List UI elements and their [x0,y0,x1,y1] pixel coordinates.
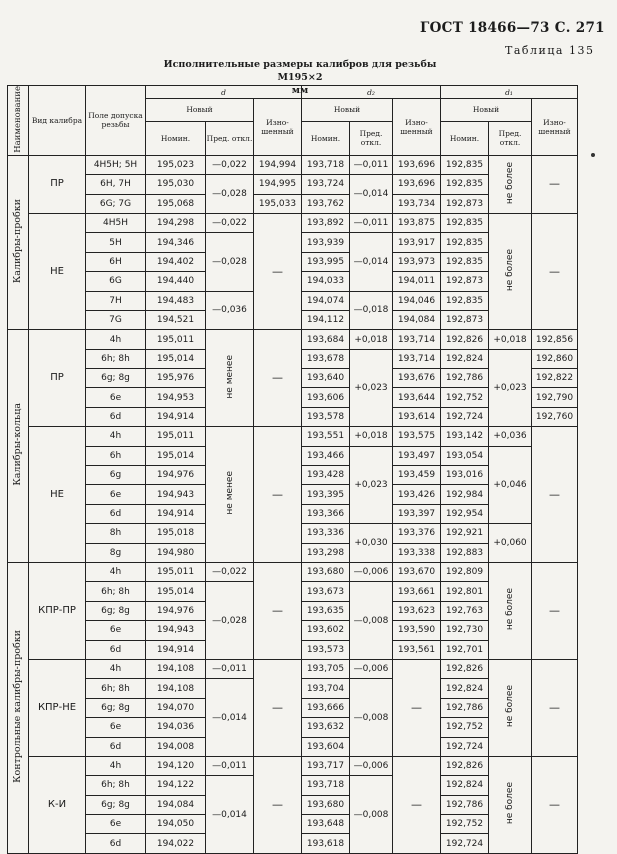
tolerance-cell: 6g; 8g [86,601,146,620]
d-nom-cell: 194,914 [146,407,206,426]
section-label: Калибры-кольца [12,403,23,486]
d1-nom-cell: 192,873 [441,310,489,329]
d-new-header: Новый [146,99,254,122]
tolerance-cell: 6d [86,504,146,523]
d1-nom-cell: 193,016 [441,466,489,485]
d2-worn-cell: 193,661 [393,582,441,601]
document-standard-header: ГОСТ 18466—73 С. 271 [420,20,605,36]
d-worn-cell: 194,994 [254,155,302,174]
col-tolerance-header: Поле допуска резьбы [86,86,146,156]
d2-nom-cell: 194,074 [302,291,350,310]
tolerance-cell: 8h [86,524,146,543]
d-worn-cell: — [254,330,302,427]
d2-dev-cell: —0,006 [350,756,393,775]
d-nom-cell: 195,068 [146,194,206,213]
tolerance-cell: 4H5H [86,213,146,232]
d2-worn-cell: 193,561 [393,640,441,659]
d1-worn-cell: 192,760 [532,407,578,426]
d2-worn-cell: 193,973 [393,252,441,271]
d1-dev-header: Пред. откл. [489,121,532,155]
d-dev-cell: —0,028 [206,582,254,660]
section-label: Калибры-пробки [12,199,23,284]
d-dev-cell: —0,022 [206,213,254,232]
tolerance-cell: 6h; 8h [86,349,146,368]
d-nom-cell: 194,120 [146,756,206,775]
d2-worn-cell: 193,644 [393,388,441,407]
d1-worn-cell: 192,860 [532,349,578,368]
d-worn-cell: — [254,427,302,563]
d2-nom-cell: 194,033 [302,272,350,291]
d1-nom-cell: 192,835 [441,175,489,194]
d2-dev-cell: —0,014 [350,175,393,214]
d1-nom-cell: 192,824 [441,679,489,698]
d-worn-cell: 195,033 [254,194,302,213]
tolerance-cell: 7G [86,310,146,329]
tolerance-cell: 4h [86,659,146,678]
tolerance-cell: 6e [86,718,146,737]
table-row [8,330,578,349]
not-more-note: не более [505,685,515,728]
d-nom-cell: 194,953 [146,388,206,407]
d1-nom-cell: 192,763 [441,601,489,620]
tolerance-cell: 6g; 8g [86,795,146,814]
col-d1-header: d₁ [441,86,578,99]
d-nom-cell: 194,036 [146,718,206,737]
d2-nom-cell: 193,573 [302,640,350,659]
page-speck [591,153,595,157]
d1-nom-cell: 192,835 [441,252,489,271]
d2-worn-cell: 193,575 [393,427,441,446]
d-nom-cell: 194,008 [146,737,206,756]
col-name-header: Наименование [8,86,29,156]
d-nom-cell: 194,914 [146,640,206,659]
d2-dev-cell: +0,030 [350,524,393,563]
d-nom-cell: 194,346 [146,233,206,252]
d1-worn-cell: 192,790 [532,388,578,407]
d-worn-cell: 194,995 [254,175,302,194]
d2-dev-cell: —0,006 [350,659,393,678]
d-nom-cell: 194,914 [146,504,206,523]
d2-nom-cell: 193,640 [302,369,350,388]
d1-dev-cell: +0,060 [489,524,532,563]
d1-worn-cell: — [532,563,578,660]
tolerance-cell: 4h [86,756,146,775]
d1-dev-cell: +0,023 [489,349,532,427]
not-less-note: не менее [224,471,235,515]
d-nom-cell: 194,483 [146,291,206,310]
not-more-note: не более [505,588,515,631]
d2-nom-cell: 193,298 [302,543,350,562]
header-row-1 [8,86,578,99]
not-more-note: не более [505,782,515,825]
d-nom-cell: 195,014 [146,349,206,368]
d-nom-cell: 195,011 [146,330,206,349]
d-nom-cell: 194,980 [146,543,206,562]
table-row [8,427,578,446]
d2-nom-cell: 193,666 [302,698,350,717]
gauge-dimensions-table [7,85,578,854]
d1-nom-cell: 192,826 [441,756,489,775]
d2-worn-cell: 193,376 [393,524,441,543]
d-nom-cell: 194,084 [146,795,206,814]
table-unit: мм [291,85,309,96]
d2-worn-cell: 193,614 [393,407,441,426]
d2-worn-cell: 194,084 [393,310,441,329]
d-dev-cell [206,330,254,427]
d2-dev-cell: +0,023 [350,446,393,524]
d1-nom-cell: 192,724 [441,834,489,853]
d2-nom-cell: 193,705 [302,659,350,678]
d1-nom-cell: 192,786 [441,795,489,814]
d1-worn-cell: — [532,213,578,329]
d1-nom-cell: 192,835 [441,155,489,174]
tolerance-cell: 6G [86,272,146,291]
d2-nom-cell: 193,606 [302,388,350,407]
d-nom-cell: 194,108 [146,659,206,678]
d1-dev-cell [489,756,532,853]
d2-nom-cell: 193,673 [302,582,350,601]
d-dev-cell: —0,028 [206,233,254,291]
d2-worn-cell: 193,590 [393,621,441,640]
tolerance-cell: 6h; 8h [86,582,146,601]
gauge-cell: ПР [29,330,86,427]
not-less-note: не менее [224,355,235,399]
tolerance-cell: 6H [86,252,146,271]
tolerance-cell: 6g; 8g [86,369,146,388]
d-dev-cell: —0,014 [206,776,254,854]
d2-nom-cell: 193,717 [302,756,350,775]
d2-new-header: Новый [302,99,393,122]
d2-worn-cell: 193,676 [393,369,441,388]
d2-nom-cell: 193,648 [302,815,350,834]
d1-nom-cell: 192,801 [441,582,489,601]
tolerance-cell: 6g; 8g [86,698,146,717]
d-dev-cell: —0,011 [206,659,254,678]
d2-nom-cell: 193,678 [302,349,350,368]
d2-dev-cell: —0,018 [350,291,393,330]
d-nom-cell: 194,402 [146,252,206,271]
d1-worn-cell: — [532,756,578,853]
d-nom-header: Номин. [146,121,206,155]
d2-nom-cell: 193,428 [302,466,350,485]
tolerance-cell: 6h; 8h [86,776,146,795]
d1-nom-cell: 192,730 [441,621,489,640]
d-nom-cell: 195,018 [146,524,206,543]
d1-nom-cell: 192,835 [441,233,489,252]
d2-nom-cell: 193,892 [302,213,350,232]
d2-nom-cell: 193,684 [302,330,350,349]
d2-worn-cell: 193,338 [393,543,441,562]
d-nom-cell: 195,014 [146,446,206,465]
table-title: Исполнительные размеры калибров для резьбы M195×2 [163,59,437,83]
d1-dev-cell: +0,036 [489,427,532,446]
d1-nom-cell: 193,142 [441,427,489,446]
tolerance-cell: 4h [86,427,146,446]
d2-nom-cell: 193,762 [302,194,350,213]
d2-worn-cell: 193,696 [393,175,441,194]
col-d2-header: d₂ [302,86,441,99]
d-nom-cell: 194,122 [146,776,206,795]
d2-dev-cell: —0,008 [350,776,393,854]
d2-nom-cell: 193,395 [302,485,350,504]
table-row [8,213,578,232]
d1-nom-cell: 192,835 [441,291,489,310]
d-nom-cell: 194,943 [146,485,206,504]
d-nom-cell: 194,298 [146,213,206,232]
gauge-cell: ПР [29,155,86,213]
d1-nom-cell: 192,824 [441,776,489,795]
d1-nom-cell: 192,954 [441,504,489,523]
d1-nom-cell: 192,724 [441,737,489,756]
d-nom-cell: 194,976 [146,466,206,485]
d-dev-cell: —0,014 [206,679,254,757]
tolerance-cell: 6g [86,466,146,485]
d2-dev-cell: +0,023 [350,349,393,427]
d1-nom-cell: 193,054 [441,446,489,465]
d-dev-cell [206,427,254,563]
d-nom-cell: 194,521 [146,310,206,329]
not-more-note: не более [505,249,515,292]
d2-worn-cell: 193,497 [393,446,441,465]
d-worn-cell: — [254,659,302,756]
d-nom-cell: 194,440 [146,272,206,291]
d2-nom-cell: 193,995 [302,252,350,271]
d2-nom-cell: 193,939 [302,233,350,252]
d-worn-cell: — [254,563,302,660]
d2-dev-cell: —0,008 [350,582,393,660]
d-dev-cell: —0,022 [206,563,254,582]
d1-nom-cell: 192,826 [441,330,489,349]
d-dev-cell: —0,028 [206,175,254,214]
gauge-cell: К-И [29,756,86,853]
d1-worn-cell: 192,856 [532,330,578,349]
tolerance-cell: 6d [86,407,146,426]
d2-worn-cell: 193,696 [393,155,441,174]
d2-worn-cell: 193,875 [393,213,441,232]
d1-nom-cell: 192,921 [441,524,489,543]
tolerance-cell: 4H5H; 5H [86,155,146,174]
d2-nom-cell: 193,680 [302,563,350,582]
d-nom-cell: 194,943 [146,621,206,640]
d1-nom-cell: 192,835 [441,213,489,232]
d1-worn-header: Изношенный [532,99,578,156]
d2-worn-cell: 193,734 [393,194,441,213]
d-worn-cell: — [254,756,302,853]
tolerance-cell: 6h; 8h [86,679,146,698]
d2-worn-cell: — [393,756,441,853]
d2-nom-cell: 193,618 [302,834,350,853]
d2-worn-cell: 193,714 [393,349,441,368]
tolerance-cell: 6h [86,446,146,465]
d1-new-header: Новый [441,99,532,122]
d1-nom-cell: 192,724 [441,407,489,426]
d2-nom-cell: 193,604 [302,737,350,756]
d2-worn-cell: 193,397 [393,504,441,523]
tolerance-cell: 8g [86,543,146,562]
d-dev-header: Пред. откл. [206,121,254,155]
d-nom-cell: 194,108 [146,679,206,698]
d1-worn-cell: 192,822 [532,369,578,388]
tolerance-cell: 6G; 7G [86,194,146,213]
d1-nom-cell: 192,786 [441,698,489,717]
d1-nom-cell: 192,786 [441,369,489,388]
d-nom-cell: 195,014 [146,582,206,601]
table-row [8,155,578,174]
d2-nom-cell: 193,635 [302,601,350,620]
d2-dev-cell: —0,014 [350,233,393,291]
d1-dev-cell [489,213,532,329]
d2-dev-cell: —0,008 [350,679,393,757]
d1-nom-cell: 192,752 [441,718,489,737]
tolerance-cell: 5H [86,233,146,252]
d1-dev-cell [489,563,532,660]
d1-nom-cell: 192,873 [441,272,489,291]
table-number: Таблица 135 [505,44,595,57]
d-worn-header: Изношенный [254,99,302,156]
gauge-cell: КПР-НЕ [29,659,86,756]
d1-nom-header: Номин. [441,121,489,155]
d2-dev-cell: —0,011 [350,213,393,232]
d-nom-cell: 195,976 [146,369,206,388]
d2-worn-header: Изношенный [393,99,441,156]
d2-worn-cell: 193,670 [393,563,441,582]
d2-worn-cell: 194,046 [393,291,441,310]
tolerance-cell: 6d [86,737,146,756]
d2-nom-cell: 193,718 [302,155,350,174]
d2-nom-cell: 193,718 [302,776,350,795]
d2-worn-cell: — [393,659,441,756]
tolerance-cell: 7H [86,291,146,310]
d-nom-cell: 195,023 [146,155,206,174]
d2-worn-cell: 194,011 [393,272,441,291]
table-row [8,563,578,582]
tolerance-cell: 6e [86,815,146,834]
d2-nom-cell: 193,680 [302,795,350,814]
d2-nom-cell: 193,724 [302,175,350,194]
d2-worn-cell: 193,714 [393,330,441,349]
d1-nom-cell: 192,701 [441,640,489,659]
d2-worn-cell: 193,623 [393,601,441,620]
tolerance-cell: 6H, 7H [86,175,146,194]
d2-nom-cell: 193,336 [302,524,350,543]
d2-dev-cell: —0,006 [350,563,393,582]
d2-worn-cell: 193,917 [393,233,441,252]
tolerance-cell: 4h [86,330,146,349]
d2-nom-cell: 193,632 [302,718,350,737]
table-row [8,659,578,678]
d2-nom-cell: 193,578 [302,407,350,426]
gauge-cell: НЕ [29,427,86,563]
d1-nom-cell: 192,883 [441,543,489,562]
d2-nom-cell: 193,366 [302,504,350,523]
d1-dev-cell: +0,018 [489,330,532,349]
tolerance-cell: 6e [86,485,146,504]
tolerance-cell: 6e [86,621,146,640]
col-gauge-header: Вид калибра [29,86,86,156]
name-cell [8,563,29,854]
d1-nom-cell: 192,826 [441,659,489,678]
d-nom-cell: 195,011 [146,427,206,446]
d-nom-cell: 195,030 [146,175,206,194]
d1-dev-cell [489,659,532,756]
d1-nom-cell: 192,984 [441,485,489,504]
d2-nom-cell: 193,704 [302,679,350,698]
d1-worn-cell: — [532,427,578,563]
gauge-cell: КПР-ПР [29,563,86,660]
d1-dev-cell [489,155,532,213]
d-dev-cell: —0,011 [206,756,254,775]
section-label: Контрольные калибры-пробки [12,629,23,783]
d2-nom-header: Номин. [302,121,350,155]
d2-dev-cell: +0,018 [350,427,393,446]
tolerance-cell: 6e [86,388,146,407]
d-nom-cell: 194,976 [146,601,206,620]
d1-nom-cell: 192,809 [441,563,489,582]
d-nom-cell: 194,022 [146,834,206,853]
d2-dev-cell: —0,011 [350,155,393,174]
not-more-note: не более [505,161,515,204]
d2-dev-cell: +0,018 [350,330,393,349]
d-dev-cell: —0,036 [206,291,254,330]
d1-nom-cell: 192,752 [441,388,489,407]
d2-worn-cell: 193,459 [393,466,441,485]
col-d-header: d [146,86,302,99]
d-nom-cell: 195,011 [146,563,206,582]
d2-worn-cell: 193,426 [393,485,441,504]
d1-worn-cell: — [532,155,578,213]
d1-nom-cell: 192,824 [441,349,489,368]
tolerance-cell: 6d [86,834,146,853]
tolerance-cell: 6d [86,640,146,659]
d-nom-cell: 194,050 [146,815,206,834]
name-cell [8,330,29,563]
d1-nom-cell: 192,873 [441,194,489,213]
d1-nom-cell: 192,752 [441,815,489,834]
gauge-cell: НЕ [29,213,86,329]
d-dev-cell: —0,022 [206,155,254,174]
d1-worn-cell: — [532,659,578,756]
d-worn-cell: — [254,213,302,329]
d1-dev-cell: +0,046 [489,446,532,524]
d2-nom-cell: 194,112 [302,310,350,329]
d2-nom-cell: 193,602 [302,621,350,640]
d2-nom-cell: 193,466 [302,446,350,465]
d2-nom-cell: 193,551 [302,427,350,446]
d-nom-cell: 194,070 [146,698,206,717]
tolerance-cell: 4h [86,563,146,582]
table-row [8,756,578,775]
name-cell [8,155,29,330]
d2-dev-header: Пред. откл. [350,121,393,155]
